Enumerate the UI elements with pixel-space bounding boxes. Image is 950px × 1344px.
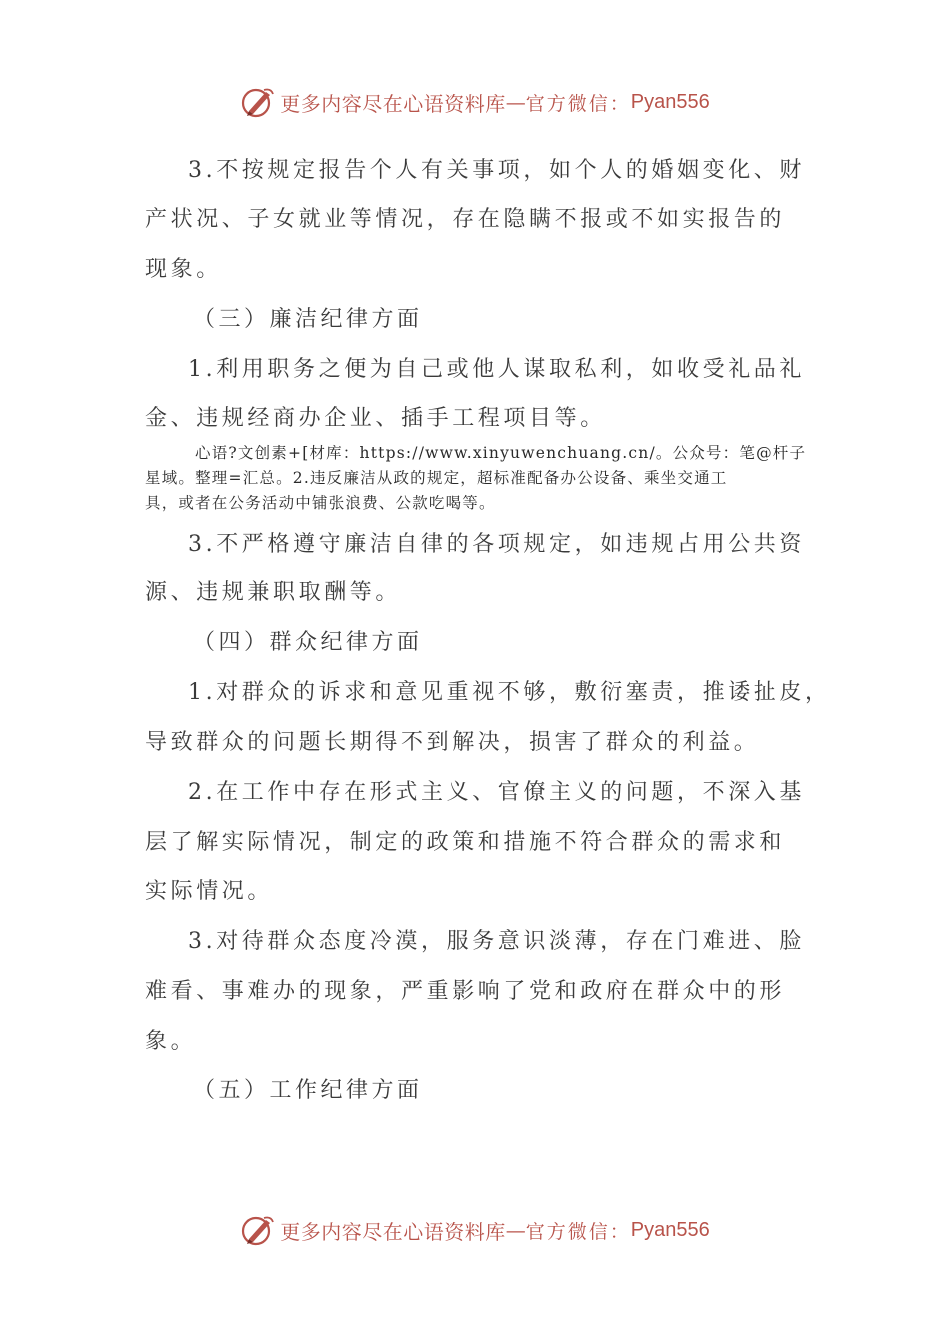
paragraph-line: 难看、事难办的现象，严重影响了党和政府在群众中的形 — [145, 979, 786, 1004]
paragraph-line: 导致群众的问题长期得不到解决，损害了群众的利益。 — [145, 730, 760, 755]
paragraph-line: 源、违规兼职取酬等。 — [145, 580, 402, 605]
paragraph-line: 3.不严格遵守廉洁自律的各项规定，如违规占用公共资 — [188, 532, 805, 557]
banner-separator: — — [505, 1218, 526, 1242]
banner-wechat-label: 官方微信： — [525, 92, 631, 115]
paragraph-line: 3.对待群众态度冷漠，服务意识淡薄，存在门难进、脸 — [188, 929, 805, 954]
paragraph-line: 实际情况。 — [145, 879, 274, 904]
watermark-note-line: 星域。整理=汇总。2.违反廉洁从政的规定，超标准配备办公设备、乘坐交通工 — [145, 469, 728, 487]
paragraph-line: 产状况、子女就业等情况，存在隐瞒不报或不如实报告的 — [145, 207, 786, 232]
section-heading: （四）群众纪律方面 — [193, 630, 423, 655]
banner-separator: — — [505, 90, 526, 114]
paragraph-line: 金、违规经商办企业、插手工程项目等。 — [145, 406, 606, 431]
paragraph-line: 3.不按规定报告个人有关事项，如个人的婚姻变化、财 — [188, 158, 805, 183]
paragraph-line: 1.对群众的诉求和意见重视不够，敷衍塞责，推诿扯皮， — [188, 680, 831, 705]
section-heading: （三）廉洁纪律方面 — [193, 307, 423, 332]
paragraph-line: 2.在工作中存在形式主义、官僚主义的问题，不深入基 — [188, 780, 805, 805]
paragraph-line: 层了解实际情况，制定的政策和措施不符合群众的需求和 — [145, 830, 786, 855]
paragraph-line: 现象。 — [145, 257, 222, 282]
banner-text: 更多内容尽在心语资料库 — [280, 1219, 506, 1244]
watermark-note-line: 心语?文创素+[材库：https://www.xinyuwenchuang.cn/。公众号：笔@杆子 — [195, 444, 807, 462]
paragraph-line: 1.利用职务之便为自己或他人谋取私利，如收受礼品礼 — [188, 357, 805, 382]
banner-wechat-id: Pyan556 — [630, 90, 710, 113]
watermark-note-line: 具，或者在公务活动中铺张浪费、公款吃喝等。 — [145, 494, 496, 512]
pen-logo-icon — [240, 1212, 276, 1248]
footer-banner — [0, 1210, 950, 1250]
banner-text: 更多内容尽在心语资料库 — [280, 91, 506, 116]
paragraph-line: 象。 — [145, 1029, 197, 1054]
section-heading: （五）工作纪律方面 — [193, 1078, 423, 1103]
banner-wechat-label: 官方微信： — [525, 1220, 631, 1243]
banner-wechat-id: Pyan556 — [630, 1218, 710, 1241]
